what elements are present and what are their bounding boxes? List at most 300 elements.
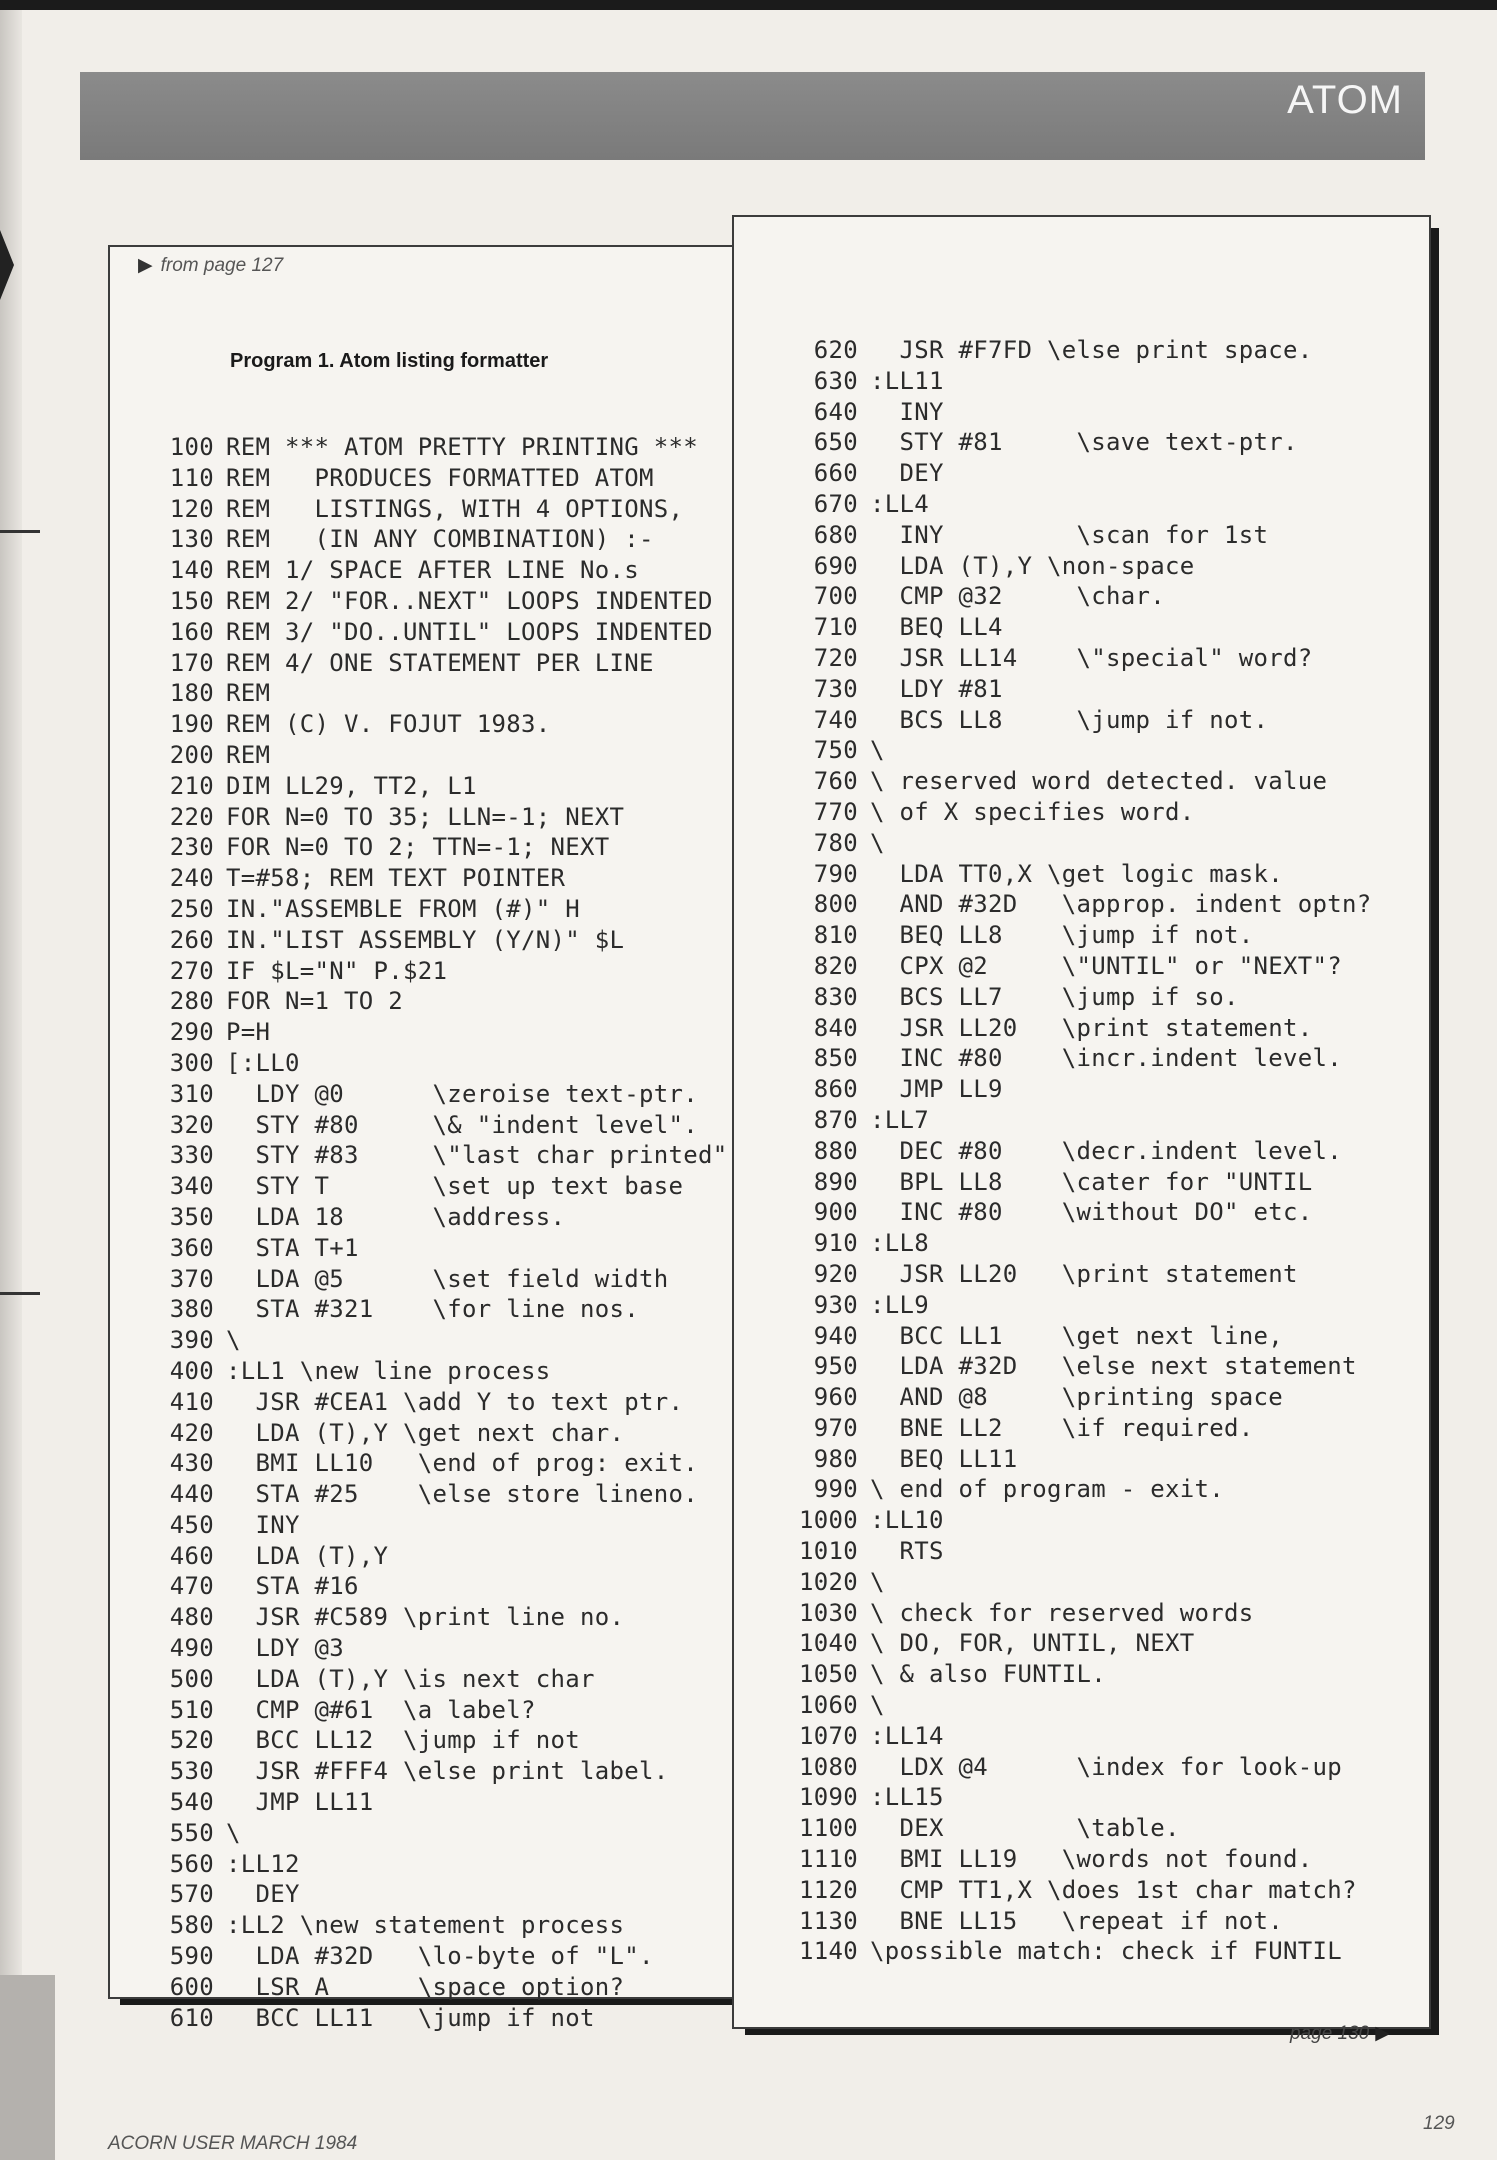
- code-statement: \possible match: check if FUNTIL: [870, 1937, 1342, 1966]
- code-statement: REM PRODUCES FORMATTED ATOM: [226, 463, 654, 492]
- line-number: 490: [169, 1634, 214, 1663]
- code-statement: LDY @3: [226, 1634, 344, 1663]
- code-line: [796, 366, 1371, 397]
- code-statement: JSR LL20 \print statement: [870, 1259, 1298, 1288]
- code-statement: LDY @0 \zeroise text-ptr.: [226, 1079, 698, 1108]
- code-statement: \ reserved word detected. value: [870, 767, 1328, 796]
- code-line: [796, 1167, 1371, 1198]
- code-statement: \: [226, 1326, 241, 1355]
- line-number: 660: [813, 459, 858, 488]
- line-number: 230: [169, 833, 214, 862]
- code-statement: :LL12: [226, 1849, 300, 1878]
- code-line: [152, 1294, 727, 1325]
- code-statement: INC #80 \incr.indent level.: [870, 1044, 1342, 1073]
- code-statement: REM *** ATOM PRETTY PRINTING ***: [226, 433, 698, 461]
- code-line: [152, 586, 727, 617]
- line-number: 500: [169, 1664, 214, 1693]
- code-statement: IF $L="N" P.$21: [226, 956, 448, 985]
- code-line: [796, 1351, 1371, 1382]
- code-line: [152, 524, 727, 555]
- code-statement: :LL1 \new line process: [226, 1356, 551, 1385]
- code-statement: :LL14: [870, 1721, 944, 1750]
- code-statement: BMI LL10 \end of prog: exit.: [226, 1449, 698, 1478]
- line-number: 350: [169, 1202, 214, 1231]
- code-line: [796, 705, 1371, 736]
- code-line: [796, 1875, 1371, 1906]
- code-line: [152, 1110, 727, 1141]
- code-line: [796, 1906, 1371, 1937]
- code-statement: FOR N=1 TO 2: [226, 987, 403, 1016]
- code-line: [796, 1474, 1371, 1505]
- line-number: 100: [169, 433, 214, 461]
- code-line: [152, 1264, 727, 1295]
- code-statement: BEQ LL8 \jump if not.: [870, 921, 1254, 950]
- line-number: 1020: [799, 1567, 858, 1596]
- code-line: [796, 1444, 1371, 1475]
- play-arrow-icon: ▶: [1375, 2023, 1390, 2044]
- line-number: 150: [169, 586, 214, 615]
- code-line: [796, 1413, 1371, 1444]
- line-number: 1050: [799, 1660, 858, 1689]
- code-line: [796, 982, 1371, 1013]
- line-number: 770: [813, 797, 858, 826]
- code-statement: \: [870, 736, 885, 765]
- code-statement: LDA TT0,X \get logic mask.: [870, 859, 1283, 888]
- line-number: 440: [169, 1480, 214, 1509]
- code-statement: :LL10: [870, 1506, 944, 1535]
- code-line: [796, 551, 1371, 582]
- code-line: [796, 427, 1371, 458]
- code-statement: JSR LL14 \"special" word?: [870, 643, 1313, 672]
- line-number: 520: [169, 1726, 214, 1755]
- line-number: 530: [169, 1757, 214, 1786]
- line-number: 190: [169, 710, 214, 739]
- code-line: [796, 1536, 1371, 1567]
- code-line: [152, 1510, 727, 1541]
- code-line: [152, 1356, 727, 1387]
- code-statement: REM 4/ ONE STATEMENT PER LINE: [226, 648, 654, 677]
- code-statement: :LL9: [870, 1290, 929, 1319]
- line-number: 610: [169, 2003, 214, 2032]
- code-statement: \: [870, 1567, 885, 1596]
- line-number: 580: [169, 1911, 214, 1940]
- code-line: [796, 1721, 1371, 1752]
- line-number: 290: [169, 1018, 214, 1047]
- line-number: 1080: [799, 1752, 858, 1781]
- code-line: [152, 1171, 727, 1202]
- code-line: [796, 1290, 1371, 1321]
- code-statement: :LL15: [870, 1783, 944, 1812]
- code-statement: \ check for reserved words: [870, 1598, 1254, 1627]
- code-line: [796, 520, 1371, 551]
- code-statement: FOR N=0 TO 2; TTN=-1; NEXT: [226, 833, 610, 862]
- line-number: 160: [169, 617, 214, 646]
- gutter-tick: [0, 530, 40, 533]
- code-statement: INY \scan for 1st: [870, 520, 1269, 549]
- code-statement: REM: [226, 679, 271, 708]
- line-number: 1070: [799, 1721, 858, 1750]
- line-number: 200: [169, 740, 214, 769]
- code-line: [152, 1048, 727, 1079]
- code-line: [152, 925, 727, 956]
- code-line: [152, 1910, 727, 1941]
- line-number: 390: [169, 1326, 214, 1355]
- line-number: 940: [813, 1321, 858, 1350]
- top-rule: [0, 0, 1497, 10]
- code-line: [152, 802, 727, 833]
- line-number: 1140: [799, 1937, 858, 1966]
- code-statement: [:LL0: [226, 1048, 300, 1077]
- code-line: [152, 1079, 727, 1110]
- code-statement: \: [870, 828, 885, 857]
- line-number: 780: [813, 828, 858, 857]
- line-number: 450: [169, 1510, 214, 1539]
- code-line: [796, 797, 1371, 828]
- code-statement: LDA @5 \set field width: [226, 1264, 669, 1293]
- line-number: 420: [169, 1418, 214, 1447]
- code-line: [796, 643, 1371, 674]
- code-statement: RTS: [870, 1537, 944, 1566]
- code-statement: JSR #C589 \print line no.: [226, 1603, 625, 1632]
- line-number: 140: [169, 556, 214, 585]
- continued-from-label: from page 127: [160, 255, 284, 276]
- line-number: 910: [813, 1229, 858, 1258]
- code-line: [152, 1756, 727, 1787]
- code-line: [152, 1602, 727, 1633]
- code-line: [796, 1936, 1371, 1967]
- code-statement: :LL2 \new statement process: [226, 1911, 625, 1940]
- line-number: 1040: [799, 1629, 858, 1658]
- code-statement: INC #80 \without DO" etc.: [870, 1198, 1313, 1227]
- code-statement: STY #83 \"last char printed": [226, 1141, 728, 1170]
- code-statement: REM (C) V. FOJUT 1983.: [226, 710, 551, 739]
- line-number: 820: [813, 951, 858, 980]
- line-number: 830: [813, 982, 858, 1011]
- line-number: 640: [813, 397, 858, 426]
- line-number: 790: [813, 859, 858, 888]
- code-statement: LDY #81: [870, 674, 1003, 703]
- line-number: 600: [169, 1972, 214, 2001]
- code-line: [152, 1387, 727, 1418]
- code-line: [152, 986, 727, 1017]
- code-statement: REM LISTINGS, WITH 4 OPTIONS,: [226, 494, 684, 523]
- code-statement: AND #32D \approp. indent optn?: [870, 890, 1372, 919]
- line-number: 250: [169, 894, 214, 923]
- page-gutter: [0, 10, 22, 2160]
- code-line: [152, 494, 727, 525]
- code-statement: CMP @32 \char.: [870, 582, 1165, 611]
- line-number: 840: [813, 1013, 858, 1042]
- line-number: 260: [169, 925, 214, 954]
- line-number: 980: [813, 1444, 858, 1473]
- code-line: [796, 1567, 1371, 1598]
- code-statement: BCC LL1 \get next line,: [870, 1321, 1283, 1350]
- code-statement: \: [870, 1691, 885, 1720]
- code-statement: LDA #32D \lo-byte of "L".: [226, 1942, 654, 1971]
- code-statement: BNE LL2 \if required.: [870, 1413, 1254, 1442]
- line-number: 720: [813, 643, 858, 672]
- code-line: [796, 612, 1371, 643]
- code-line: [796, 1259, 1371, 1290]
- code-statement: AND @8 \printing space: [870, 1383, 1283, 1412]
- code-statement: BMI LL19 \words not found.: [870, 1845, 1313, 1874]
- publication-footer: ACORN USER MARCH 1984: [108, 2133, 358, 2154]
- code-line: [152, 1541, 727, 1572]
- continued-on-label: page 130: [1290, 2023, 1370, 2044]
- line-number: 240: [169, 864, 214, 893]
- code-statement: STA #25 \else store lineno.: [226, 1480, 698, 1509]
- code-line: [152, 1818, 727, 1849]
- line-number: 110: [169, 463, 214, 492]
- code-statement: DEX \table.: [870, 1814, 1180, 1843]
- code-statement: REM 3/ "DO..UNTIL" LOOPS INDENTED: [226, 617, 713, 646]
- line-number: 960: [813, 1383, 858, 1412]
- code-statement: LDX @4 \index for look-up: [870, 1752, 1342, 1781]
- code-statement: DEY: [226, 1880, 300, 1909]
- code-statement: JMP LL11: [226, 1788, 374, 1817]
- code-line: [796, 951, 1371, 982]
- line-number: 990: [813, 1475, 858, 1504]
- section-title: ATOM: [1287, 78, 1403, 122]
- code-statement: CPX @2 \"UNTIL" or "NEXT"?: [870, 951, 1342, 980]
- code-listing-left: [152, 432, 727, 2033]
- code-statement: FOR N=0 TO 35; LLN=-1; NEXT: [226, 802, 625, 831]
- code-statement: LDA (T),Y \get next char.: [226, 1418, 625, 1447]
- line-number: 320: [169, 1110, 214, 1139]
- line-number: 650: [813, 428, 858, 457]
- code-line: [152, 771, 727, 802]
- code-line: [796, 581, 1371, 612]
- line-number: 1000: [799, 1506, 858, 1535]
- line-number: 400: [169, 1356, 214, 1385]
- code-statement: JSR #F7FD \else print space.: [870, 336, 1313, 364]
- code-line: [152, 432, 727, 463]
- line-number: 480: [169, 1603, 214, 1632]
- code-line: [796, 889, 1371, 920]
- line-number: 810: [813, 921, 858, 950]
- code-statement: DEC #80 \decr.indent level.: [870, 1136, 1342, 1165]
- line-number: 690: [813, 551, 858, 580]
- code-line: [796, 1752, 1371, 1783]
- code-statement: STY #81 \save text-ptr.: [870, 428, 1298, 457]
- code-statement: \ of X specifies word.: [870, 797, 1195, 826]
- line-number: 700: [813, 582, 858, 611]
- line-number: 300: [169, 1048, 214, 1077]
- line-number: 120: [169, 494, 214, 523]
- code-line: [152, 1664, 727, 1695]
- code-statement: DIM LL29, TT2, L1: [226, 771, 477, 800]
- line-number: 180: [169, 679, 214, 708]
- line-number: 920: [813, 1259, 858, 1288]
- line-number: 1010: [799, 1537, 858, 1566]
- code-statement: LDA #32D \else next statement: [870, 1352, 1357, 1381]
- line-number: 590: [169, 1942, 214, 1971]
- code-line: [152, 463, 727, 494]
- code-statement: REM: [226, 740, 271, 769]
- line-number: 510: [169, 1695, 214, 1724]
- code-statement: JSR #CEA1 \add Y to text ptr.: [226, 1387, 684, 1416]
- code-statement: STA #321 \for line nos.: [226, 1295, 639, 1324]
- code-line: [796, 1844, 1371, 1875]
- code-statement: LDA (T),Y \is next char: [226, 1664, 595, 1693]
- continued-on: [1290, 2022, 1390, 2045]
- code-statement: :LL7: [870, 1105, 929, 1134]
- code-statement: BEQ LL4: [870, 613, 1003, 642]
- code-statement: BPL LL8 \cater for "UNTIL: [870, 1167, 1313, 1196]
- code-line: [152, 1418, 727, 1449]
- line-number: 340: [169, 1172, 214, 1201]
- line-number: 1030: [799, 1598, 858, 1627]
- line-number: 570: [169, 1880, 214, 1909]
- code-line: [152, 2003, 727, 2034]
- code-line: [152, 832, 727, 863]
- code-line: [796, 1197, 1371, 1228]
- line-number: 130: [169, 525, 214, 554]
- code-statement: STA T+1: [226, 1233, 359, 1262]
- code-line: [152, 648, 727, 679]
- code-line: [796, 1382, 1371, 1413]
- code-line: [796, 1505, 1371, 1536]
- gutter-tick: [0, 1292, 40, 1295]
- code-line: [796, 1782, 1371, 1813]
- line-number: 470: [169, 1572, 214, 1601]
- line-number: 360: [169, 1233, 214, 1262]
- code-statement: \ & also FUNTIL.: [870, 1660, 1106, 1689]
- line-number: 730: [813, 674, 858, 703]
- line-number: 210: [169, 771, 214, 800]
- code-line: [152, 1571, 727, 1602]
- code-line: [796, 1321, 1371, 1352]
- line-number: 670: [813, 489, 858, 518]
- code-statement: REM 2/ "FOR..NEXT" LOOPS INDENTED: [226, 586, 713, 615]
- line-number: 170: [169, 648, 214, 677]
- line-number: 1130: [799, 1906, 858, 1935]
- code-line: [796, 1598, 1371, 1629]
- code-statement: LSR A \space option?: [226, 1972, 625, 2001]
- code-line: [152, 956, 727, 987]
- code-statement: BNE LL15 \repeat if not.: [870, 1906, 1283, 1935]
- code-statement: :LL8: [870, 1229, 929, 1258]
- line-number: 220: [169, 802, 214, 831]
- line-number: 630: [813, 366, 858, 395]
- code-line: [796, 674, 1371, 705]
- play-arrow-icon: ▶: [138, 255, 153, 276]
- line-number: 750: [813, 736, 858, 765]
- code-statement: \: [226, 1818, 241, 1847]
- code-line: [152, 1849, 727, 1880]
- code-line: [796, 1043, 1371, 1074]
- line-number: 800: [813, 890, 858, 919]
- code-statement: CMP TT1,X \does 1st char match?: [870, 1875, 1357, 1904]
- line-number: 760: [813, 767, 858, 796]
- code-line: [152, 678, 727, 709]
- code-line: [152, 1787, 727, 1818]
- code-line: [152, 1941, 727, 1972]
- line-number: 380: [169, 1295, 214, 1324]
- line-number: 540: [169, 1788, 214, 1817]
- section-banner: [80, 72, 1425, 160]
- code-statement: STY #80 \& "indent level".: [226, 1110, 698, 1139]
- code-line: [152, 1633, 727, 1664]
- code-statement: BCC LL11 \jump if not: [226, 2003, 595, 2032]
- program-title: Program 1. Atom listing formatter: [230, 350, 549, 372]
- code-statement: BCC LL12 \jump if not: [226, 1726, 580, 1755]
- code-statement: REM (IN ANY COMBINATION) :-: [226, 525, 654, 554]
- line-number: 410: [169, 1387, 214, 1416]
- code-line: [152, 1017, 727, 1048]
- code-line: [796, 1228, 1371, 1259]
- code-statement: T=#58; REM TEXT POINTER: [226, 864, 566, 893]
- code-statement: LDA (T),Y: [226, 1541, 389, 1570]
- code-line: [796, 1628, 1371, 1659]
- line-number: 1100: [799, 1814, 858, 1843]
- code-statement: JSR #FFF4 \else print label.: [226, 1757, 669, 1786]
- code-line: [796, 859, 1371, 890]
- gutter-arrow-icon: [0, 230, 14, 300]
- code-line: [796, 735, 1371, 766]
- code-line: [152, 617, 727, 648]
- line-number: 280: [169, 987, 214, 1016]
- line-number: 740: [813, 705, 858, 734]
- code-line: [152, 863, 727, 894]
- line-number: 1090: [799, 1783, 858, 1812]
- code-line: [796, 489, 1371, 520]
- code-line: [796, 828, 1371, 859]
- code-line: [796, 1013, 1371, 1044]
- code-line: [152, 1879, 727, 1910]
- line-number: 880: [813, 1136, 858, 1165]
- code-line: [152, 1202, 727, 1233]
- code-statement: \ end of program - exit.: [870, 1475, 1224, 1504]
- code-line: [796, 335, 1371, 366]
- line-number: 850: [813, 1044, 858, 1073]
- code-statement: STY T \set up text base: [226, 1172, 684, 1201]
- code-statement: CMP @#61 \a label?: [226, 1695, 536, 1724]
- code-line: [796, 1690, 1371, 1721]
- code-line: [152, 1695, 727, 1726]
- code-line: [796, 920, 1371, 951]
- line-number: 1060: [799, 1691, 858, 1720]
- code-line: [152, 1233, 727, 1264]
- line-number: 710: [813, 613, 858, 642]
- line-number: 560: [169, 1849, 214, 1878]
- code-line: [796, 1105, 1371, 1136]
- code-line: [796, 458, 1371, 489]
- code-line: [152, 1725, 727, 1756]
- code-statement: BCS LL7 \jump if so.: [870, 982, 1239, 1011]
- code-line: [152, 1972, 727, 2003]
- code-statement: JMP LL9: [870, 1075, 1003, 1104]
- code-line: [796, 397, 1371, 428]
- code-statement: \ DO, FOR, UNTIL, NEXT: [870, 1629, 1195, 1658]
- code-statement: INY: [870, 397, 944, 426]
- code-listing-right: [796, 335, 1371, 1967]
- line-number: 930: [813, 1290, 858, 1319]
- page-number: 129: [1423, 2113, 1455, 2134]
- code-statement: IN."LIST ASSEMBLY (Y/N)" $L: [226, 925, 625, 954]
- line-number: 460: [169, 1541, 214, 1570]
- line-number: 270: [169, 956, 214, 985]
- code-statement: REM 1/ SPACE AFTER LINE No.s: [226, 556, 639, 585]
- line-number: 370: [169, 1264, 214, 1293]
- code-line: [796, 1813, 1371, 1844]
- code-line: [152, 555, 727, 586]
- line-number: 900: [813, 1198, 858, 1227]
- line-number: 550: [169, 1818, 214, 1847]
- line-number: 1110: [799, 1845, 858, 1874]
- code-line: [796, 1136, 1371, 1167]
- code-statement: DEY: [870, 459, 944, 488]
